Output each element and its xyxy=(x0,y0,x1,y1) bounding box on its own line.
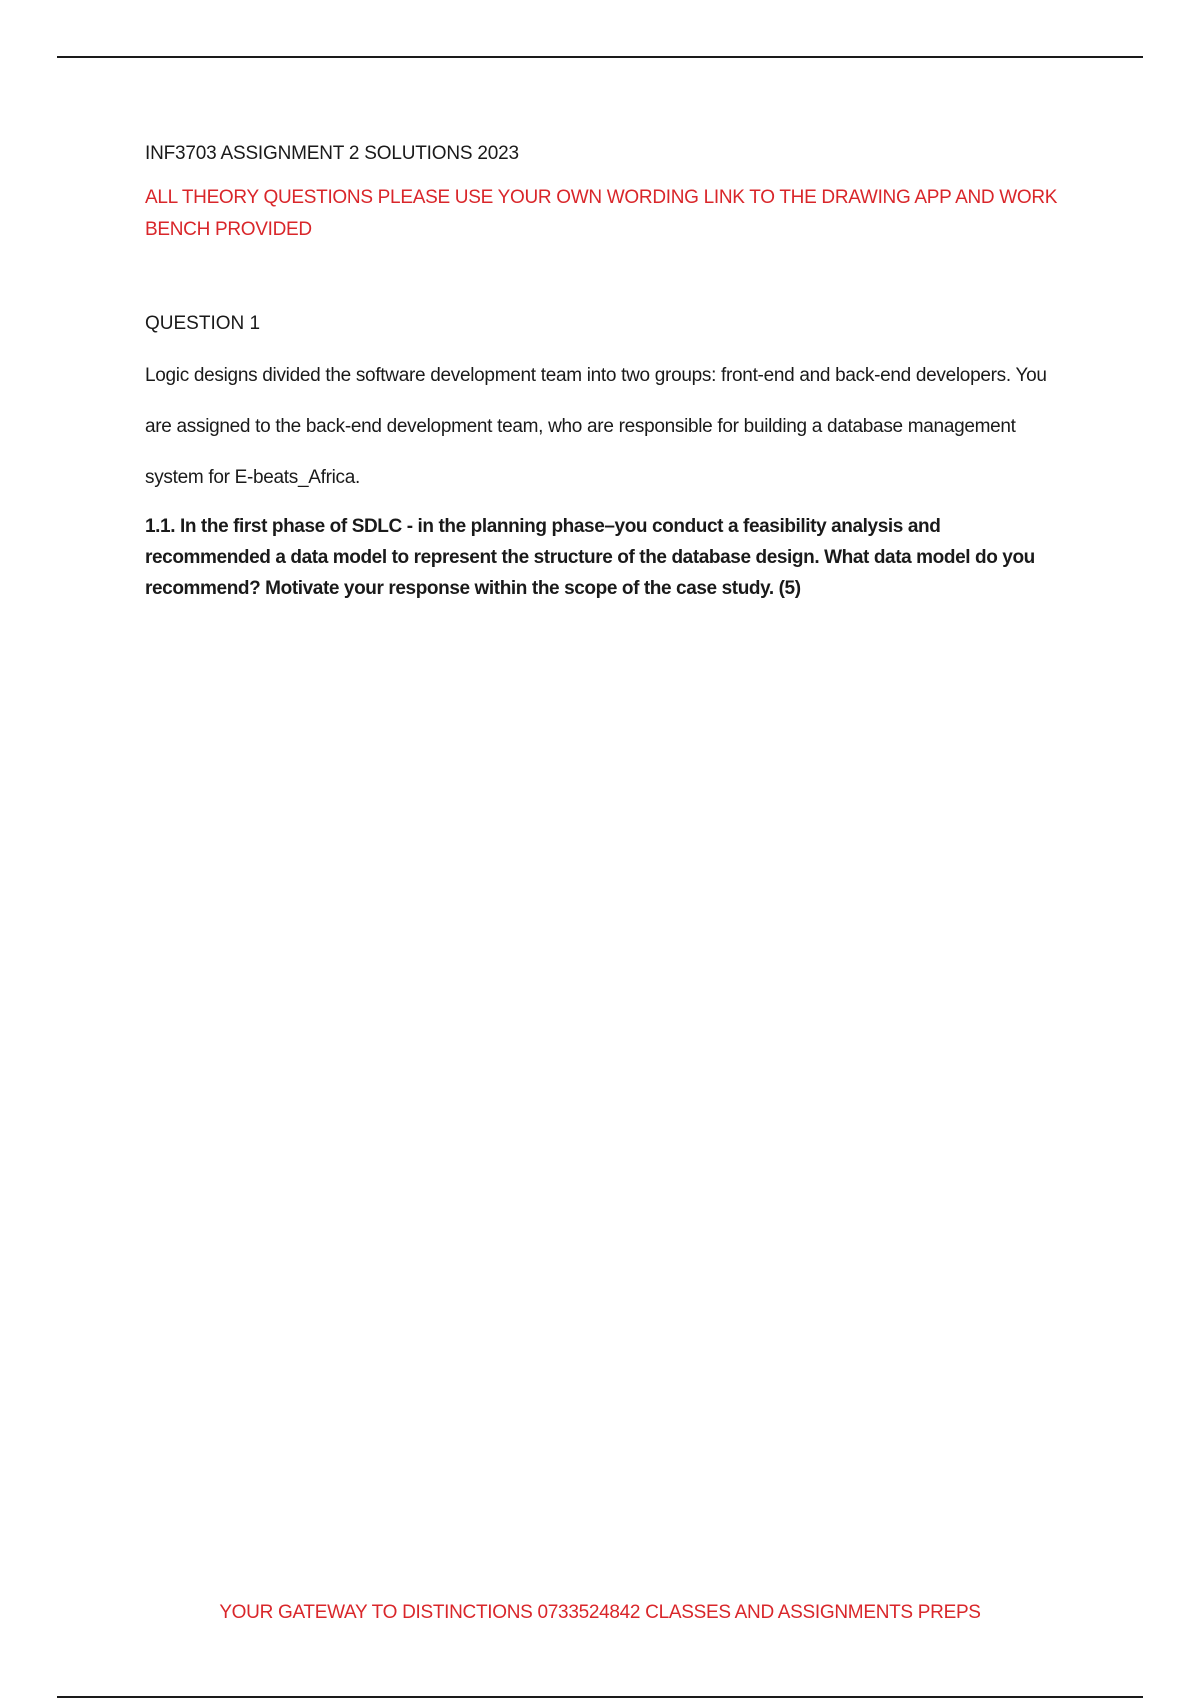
document-body xyxy=(145,140,1065,604)
case-study-text: Logic designs divided the software development team into two groups: front-end and back-end developers. You are assigned to the back-end development team, who are responsible for building a database management system for E-beats_Africa. xyxy=(145,365,1047,488)
question-1-1: 1.1. In the first phase of SDLC - in the planning phase–you conduct a feasibility analysis and recommended a data model to represent the structure of the database design. What data model do you recommend? Motivate your response within the scope of the case study. (5) xyxy=(145,516,1035,599)
bottom-rule xyxy=(57,1696,1143,1698)
notice-text: ALL THEORY QUESTIONS PLEASE USE YOUR OWN WORDING LINK TO THE DRAWING APP AND WORK BENCH PROVIDED xyxy=(145,187,1058,240)
top-rule xyxy=(57,56,1143,58)
question-heading: QUESTION 1 xyxy=(145,313,261,334)
footer-promo: YOUR GATEWAY TO DISTINCTIONS 0733524842 CLASSES AND ASSIGNMENTS PREPS xyxy=(219,1602,981,1623)
document-title: INF3703 ASSIGNMENT 2 SOLUTIONS 2023 xyxy=(145,143,519,164)
